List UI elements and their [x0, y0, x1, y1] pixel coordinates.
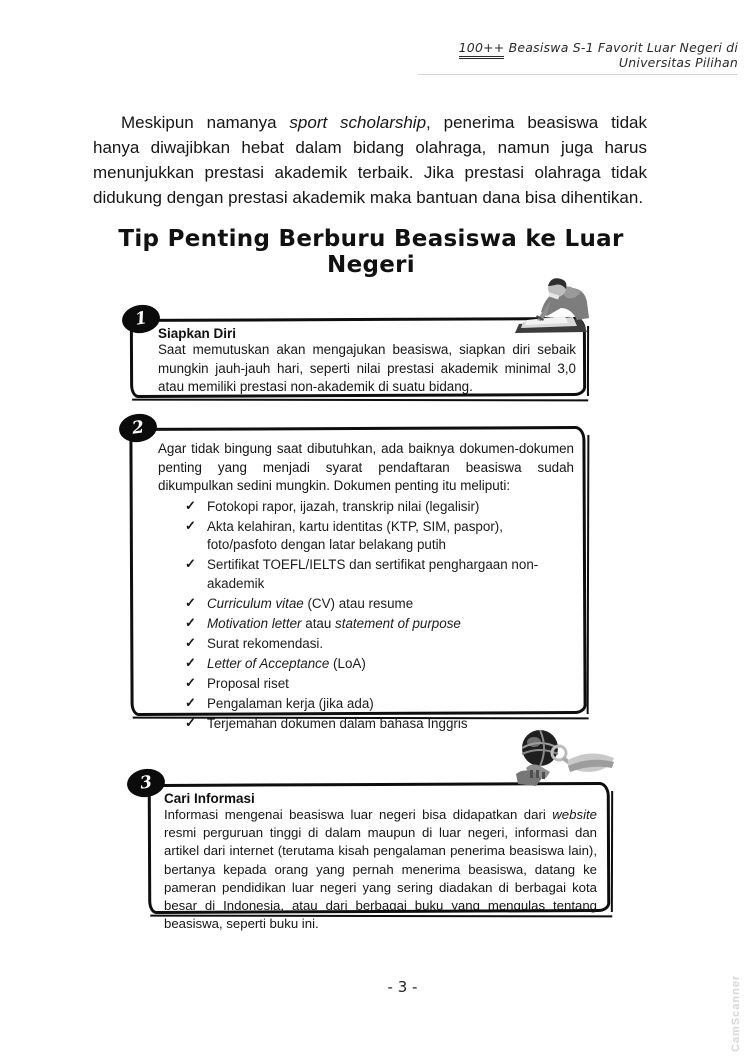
tip-title: Siapkan Diri: [158, 326, 237, 341]
check-icon: ✓: [185, 497, 196, 513]
check-icon: ✓: [185, 594, 196, 610]
check-icon: ✓: [185, 694, 196, 710]
page-number: - 3 -: [387, 978, 418, 996]
checklist-item: [158, 695, 574, 714]
checklist-item-text: Akta kelahiran, kartu identitas (KTP, SIM, paspor), foto/pasfoto dengan latar belakang putih: [207, 518, 503, 553]
checklist-item-text: Terjemahan dokumen dalam bahasa Inggris: [207, 715, 468, 731]
tip-body: Agar tidak bingung saat dibutuhkan, ada baiknya dokumen-dokumen penting yang menjadi syarat pendaftaran beasiswa sudah dikumpulkan sedini mungkin. Dokumen penting itu meliputi:: [158, 441, 574, 494]
checklist-item-text: Proposal riset: [207, 675, 289, 691]
checklist-item: [158, 595, 574, 614]
tip-body: Saat memutuskan akan mengajukan beasiswa, siapkan diri sebaik mungkin jauh-jauh hari, seperti nilai prestasi akademik minimal 3,0 atau memiliki prestasi non-akademik di suatu bidang.: [158, 342, 576, 395]
tip-box-3: [138, 772, 610, 932]
checklist-item-text: Letter of Acceptance (LoA): [207, 655, 366, 671]
checklist-item-text: Curriculum vitae (CV) atau resume: [207, 595, 414, 611]
scanner-watermark: CamScanner: [730, 974, 742, 1052]
checklist-item-text: Pengalaman kerja (jika ada): [207, 695, 374, 711]
tip-body: Informasi mengenai beasiswa luar negeri bisa didapatkan dari website resmi perguruan tinggi di dalam maupun di luar negeri, informasi dan artikel dari internet (terutama kisah pengalaman penerima beasiswa lain), bertanya kepada orang yang pernah menerima beasiswa, datang ke pameran pendidikan luar negeri yang sering diadakan di berbagai kota besar di Indonesia, atau dari berbagai buku yang mengulas tentang beasiswa, seperti buku ini.: [164, 807, 597, 932]
globe-research-icon: [502, 726, 622, 796]
tip-number: 1: [133, 308, 149, 330]
checklist-item-text: Motivation letter atau statement of purpose: [207, 615, 461, 631]
checklist-item: [158, 635, 574, 654]
intro-paragraph: Meskipun namanya sport scholarship, penerima beasiswa tidak hanya diwajibkan hebat dalam bidang olahraga, namun juga harus menunjukkan prestasi akademik terbaik. Jika prestasi olahraga tidak didukung dengan prestasi akademik maka bantuan dana bisa dihentikan.: [93, 113, 647, 207]
section-title: Tip Penting Berburu Beasiswa ke Luar Negeri: [118, 226, 624, 278]
student-writing-icon: [511, 274, 595, 334]
check-icon: ✓: [185, 654, 196, 670]
checklist-item-text: Fotokopi rapor, ijazah, transkrip nilai (legalisir): [207, 498, 480, 514]
check-icon: ✓: [185, 634, 196, 650]
checklist-item: [158, 615, 574, 634]
check-icon: ✓: [185, 714, 196, 730]
check-icon: ✓: [185, 517, 196, 533]
tip-number: 3: [138, 772, 154, 794]
tip-box-2: [130, 417, 586, 731]
checklist-item: [158, 518, 574, 555]
document-checklist: [158, 498, 574, 734]
check-icon: ✓: [185, 614, 196, 630]
header-title: Beasiswa S-1 Favorit Luar Negeri di Universitas Pilihan: [504, 40, 738, 70]
checklist-item: [158, 556, 574, 593]
header-highlight: 100++: [459, 40, 505, 59]
running-header: [418, 40, 738, 75]
checklist-item: [158, 675, 574, 694]
check-icon: ✓: [185, 556, 196, 572]
checklist-item: [158, 655, 574, 674]
checklist-item-text: Sertifikat TOEFL/IELTS dan sertifikat penghargaan non-akademik: [207, 557, 539, 591]
tip-number: 2: [130, 417, 146, 439]
check-icon: ✓: [185, 674, 196, 690]
tip-title: Cari Informasi: [164, 791, 255, 806]
checklist-item-text: Surat rekomendasi.: [207, 635, 324, 651]
checklist-item: [158, 498, 574, 517]
